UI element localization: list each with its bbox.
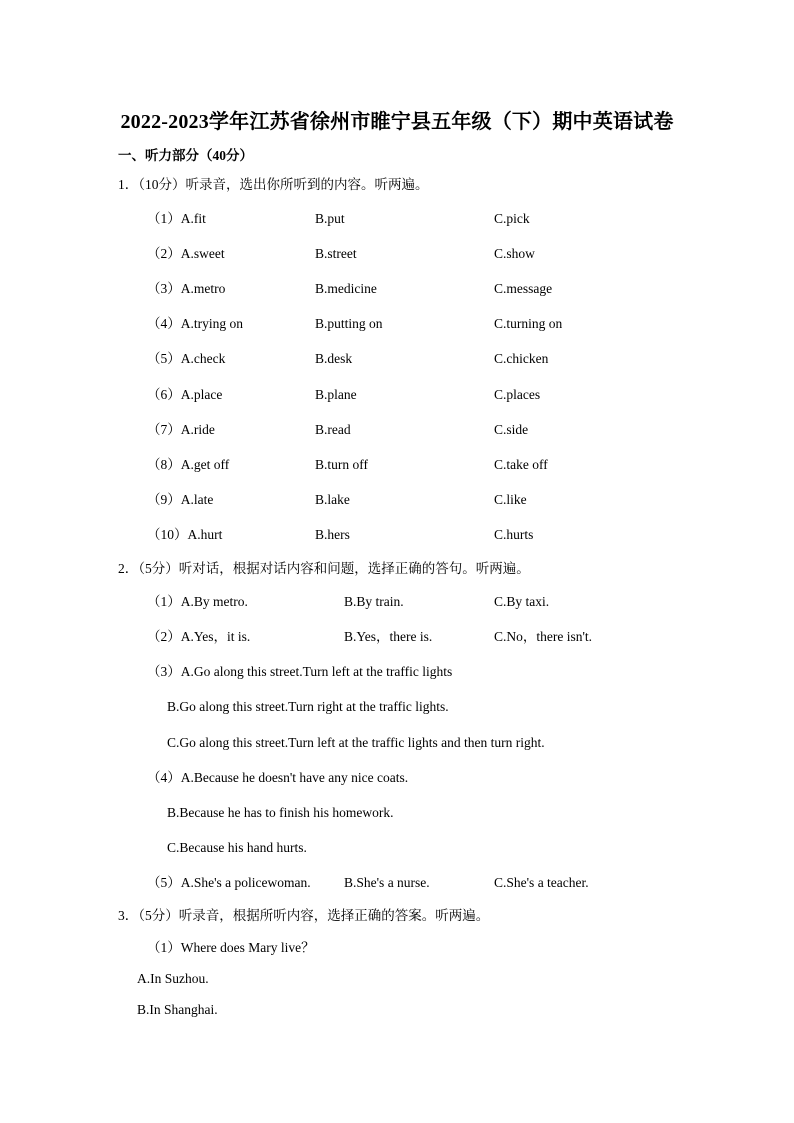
option-a: （10）A.hurt — [147, 527, 223, 542]
option-c: C.places — [494, 387, 541, 402]
option-b: B.lake — [315, 492, 350, 507]
question-3-stem: 3．（5分）听录音，根据所听内容，选择正确的答案。听两遍。 — [118, 908, 490, 923]
option-c: C.By taxi. — [494, 594, 550, 609]
q3-sub1-option-a: A.In Suzhou. — [137, 971, 209, 986]
option-c: C.No，there isn't. — [494, 629, 593, 644]
option-c: C.side — [494, 422, 529, 437]
option-b: B.street — [315, 246, 357, 261]
q3-sub1-question: （1）Where does Mary live？ — [147, 940, 315, 955]
q2-sub4-option-c: C.Because his hand hurts. — [167, 840, 307, 855]
question-2-stem: 2．（5分）听对话，根据对话内容和问题，选择正确的答句。听两遍。 — [118, 561, 530, 576]
option-c: C.pick — [494, 211, 530, 226]
option-a: （1）A.fit — [147, 211, 206, 226]
option-b: B.She's a nurse. — [344, 875, 430, 890]
option-a: （2）A.Yes，it is. — [147, 629, 251, 644]
option-b: B.By train. — [344, 594, 404, 609]
option-b: B.putting on — [315, 316, 383, 331]
option-b: B.hers — [315, 527, 350, 542]
option-c: C.She's a teacher. — [494, 875, 589, 890]
question-1-stem: 1．（10分）听录音，选出你所听到的内容。听两遍。 — [118, 177, 429, 192]
option-b: B.read — [315, 422, 351, 437]
section-heading: 一、听力部分（40分） — [118, 148, 253, 163]
option-c: C.hurts — [494, 527, 534, 542]
q2-sub3-option-c: C.Go along this street.Turn left at the traffic lights and then turn right. — [167, 735, 545, 750]
option-a: （1）A.By metro. — [147, 594, 248, 609]
exam-title: 2022-2023学年江苏省徐州市睢宁县五年级（下）期中英语试卷 — [120, 111, 674, 133]
option-c: C.chicken — [494, 351, 549, 366]
option-b: B.plane — [315, 387, 357, 402]
option-c: C.turning on — [494, 316, 563, 331]
option-a: （9）A.late — [147, 492, 214, 507]
q3-sub1-option-b: B.In Shanghai. — [137, 1002, 218, 1017]
option-a: （5）A.check — [147, 351, 226, 366]
option-a: （7）A.ride — [147, 422, 215, 437]
option-b: B.put — [315, 211, 345, 226]
option-c: C.take off — [494, 457, 548, 472]
option-c: C.show — [494, 246, 535, 261]
option-b: B.desk — [315, 351, 353, 366]
option-a: （2）A.sweet — [147, 246, 225, 261]
q2-sub3-option-b: B.Go along this street.Turn right at the traffic lights. — [167, 699, 449, 714]
option-a: （8）A.get off — [147, 457, 230, 472]
q2-sub3-option-a: （3）A.Go along this street.Turn left at the traffic lights — [147, 664, 453, 679]
q2-sub4-option-a: （4）A.Because he doesn't have any nice coats. — [147, 770, 409, 785]
option-b: B.Yes，there is. — [344, 629, 433, 644]
option-c: C.like — [494, 492, 527, 507]
option-a: （4）A.trying on — [147, 316, 243, 331]
option-a: （3）A.metro — [147, 281, 226, 296]
option-b: B.medicine — [315, 281, 377, 296]
option-b: B.turn off — [315, 457, 368, 472]
option-c: C.message — [494, 281, 553, 296]
option-a: （6）A.place — [147, 387, 223, 402]
q2-sub4-option-b: B.Because he has to finish his homework. — [167, 805, 394, 820]
option-a: （5）A.She's a policewoman. — [147, 875, 311, 890]
